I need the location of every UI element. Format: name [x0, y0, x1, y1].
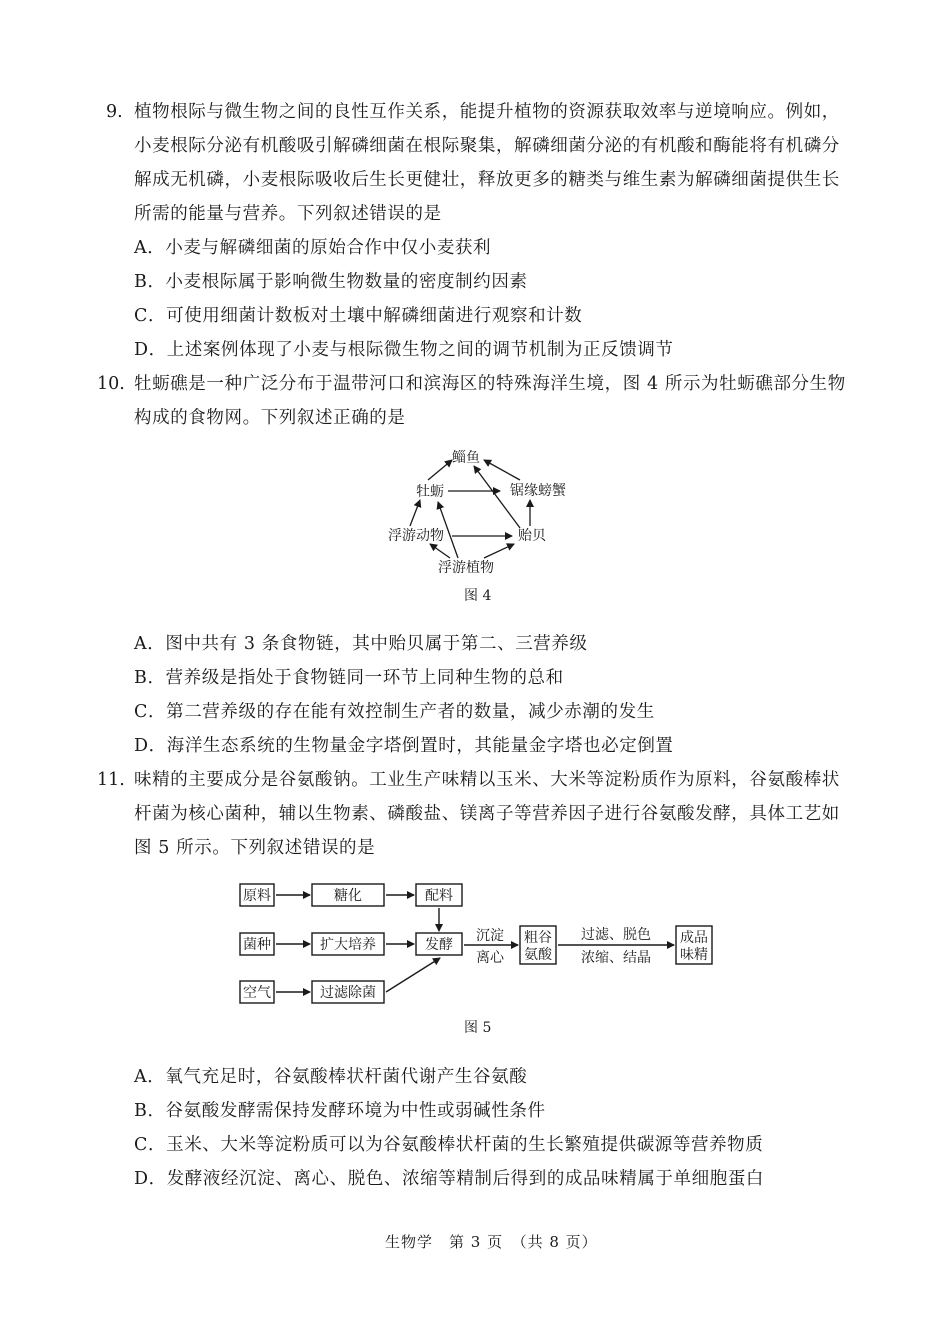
q9-stem-line-1: 植物根际与微生物之间的良性互作关系，能提升植物的资源获取效率与逆境响应。例如， [134, 102, 840, 122]
box-product-label-1: 成品 [680, 930, 708, 946]
q10-option-b: B．营养级是指处于食物链同一环节上同种生物的总和 [134, 668, 564, 688]
q9-option-d: D．上述案例体现了小麦与根际微生物之间的调节机制为正反馈调节 [134, 340, 674, 360]
q10-option-a: A．图中共有 3 条食物链，其中贻贝属于第二、三营养级 [134, 634, 588, 654]
node-crab: 锯缘螃蟹 [510, 483, 566, 499]
label-filter-decolor: 过滤、脱色 [581, 927, 651, 943]
box-air-label: 空气 [243, 985, 271, 1001]
box-ferment-label: 发酵 [425, 937, 453, 953]
q10-stem-line-1: 牡蛎礁是一种广泛分布于温带河口和滨海区的特殊海洋生境，图 4 所示为牡蛎礁部分生物 [134, 374, 846, 394]
box-crude-label-2: 氨酸 [524, 947, 552, 963]
q11-option-b: B．谷氨酸发酵需保持发酵环境为中性或弱碱性条件 [134, 1101, 546, 1121]
label-settle: 沉淀 [476, 928, 504, 944]
q9-option-a: A．小麦与解磷细菌的原始合作中仅小麦获利 [134, 238, 492, 258]
q11-stem-line-2: 杆菌为核心菌种，辅以生物素、磷酸盐、镁离子等营养因子进行谷氨酸发酵，具体工艺如 [134, 804, 840, 824]
node-mussel: 贻贝 [518, 528, 546, 544]
q10-option-d: D．海洋生态系统的生物量金字塔倒置时，其能量金字塔也必定倒置 [134, 736, 674, 756]
q11-stem-line-3: 图 5 所示。下列叙述错误的是 [134, 838, 376, 858]
figure-4-caption: 图 4 [464, 588, 492, 604]
arrow-phyto-zooplankton [430, 544, 450, 558]
node-fish: 鲻鱼 [452, 450, 480, 466]
q9-number: 9. [106, 102, 123, 122]
q9-stem-line-2: 小麦根际分泌有机酸吸引解磷细菌在根际聚集，解磷细菌分泌的有机酸和酶能将有机磷分 [134, 136, 840, 156]
arrow-zooplankton-oyster [410, 500, 420, 526]
box-sterilize-label: 过滤除菌 [320, 985, 376, 1001]
q10-stem-line-2: 构成的食物网。下列叙述正确的是 [134, 408, 406, 428]
node-oyster: 牡蛎 [416, 484, 444, 500]
box-raw-label: 原料 [243, 888, 271, 904]
q11-option-a: A．氧气充足时，谷氨酸棒状杆菌代谢产生谷氨酸 [134, 1067, 528, 1087]
box-batching-label: 配料 [425, 888, 453, 904]
q11-option-d: D．发酵液经沉淀、离心、脱色、浓缩等精制后得到的成品味精属于单细胞蛋白 [134, 1169, 765, 1189]
q11-number: 11. [97, 770, 125, 790]
food-web-diagram [370, 440, 590, 580]
q9-option-c: C．可使用细菌计数板对土壤中解磷细菌进行观察和计数 [134, 306, 583, 326]
q9-stem-line-4: 所需的能量与营养。下列叙述错误的是 [134, 204, 442, 224]
q9-stem-line-3: 解成无机磷，小麦根际吸收后生长更健壮，释放更多的糖类与维生素为解磷细菌提供生长 [134, 170, 840, 190]
arrow-sterilize-ferment [386, 958, 440, 992]
arrow-crab-fish [484, 460, 520, 480]
box-saccharify-label: 糖化 [334, 888, 362, 904]
q11-stem-line-1: 味精的主要成分是谷氨酸钠。工业生产味精以玉米、大米等淀粉质作为原料，谷氨酸棒状 [134, 770, 840, 790]
box-strain-label: 菌种 [243, 937, 271, 953]
box-product-label-2: 味精 [680, 947, 708, 963]
figure-5-caption: 图 5 [464, 1020, 492, 1036]
q10-option-c: C．第二营养级的存在能有效控制生产者的数量，减少赤潮的发生 [134, 702, 655, 722]
process-flow-diagram [230, 876, 730, 1011]
arrow-phyto-mussel [484, 544, 514, 558]
page-footer: 生物学 第 3 页 （共 8 页） [385, 1233, 598, 1251]
label-concentrate-crystal: 浓缩、结晶 [581, 950, 651, 966]
box-expand-label: 扩大培养 [320, 937, 376, 953]
q11-option-c: C．玉米、大米等淀粉质可以为谷氨酸棒状杆菌的生长繁殖提供碳源等营养物质 [134, 1135, 764, 1155]
node-phytoplankton: 浮游植物 [438, 560, 494, 576]
arrow-oyster-fish [428, 460, 452, 480]
node-zooplankton: 浮游动物 [388, 528, 444, 544]
box-crude-label-1: 粗谷 [524, 930, 552, 946]
label-centrifuge: 离心 [476, 950, 504, 966]
q9-option-b: B．小麦根际属于影响微生物数量的密度制约因素 [134, 272, 528, 292]
q10-number: 10. [97, 374, 125, 394]
